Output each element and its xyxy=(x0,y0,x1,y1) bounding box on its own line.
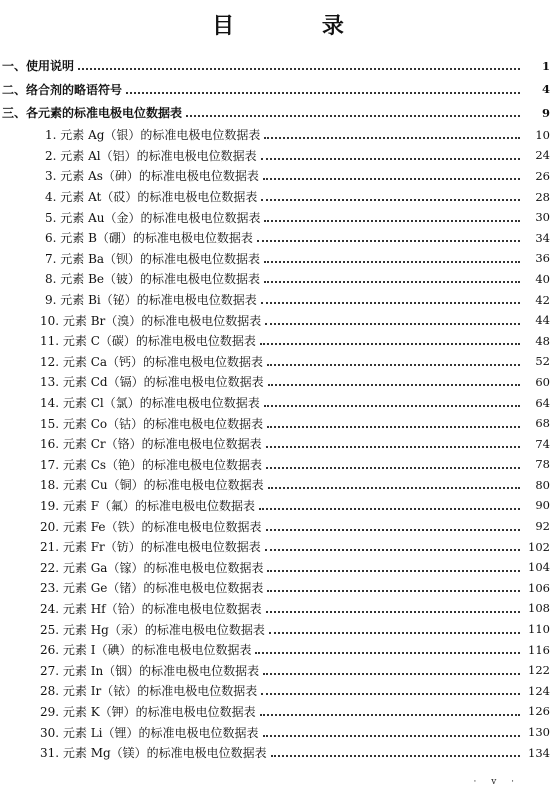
leader-dots xyxy=(263,672,520,675)
toc-entry[interactable] xyxy=(0,207,558,228)
leader-dots xyxy=(261,157,520,160)
toc-page-number: 40 xyxy=(535,271,550,286)
toc-page-number: 116 xyxy=(528,642,550,657)
toc-entry[interactable] xyxy=(0,433,558,454)
page-footer-mark: · v · xyxy=(473,777,520,787)
toc-section[interactable] xyxy=(0,78,558,102)
toc-page-number: 60 xyxy=(535,374,550,389)
toc-page-number: 9 xyxy=(541,105,550,120)
toc-entry[interactable] xyxy=(0,619,558,640)
toc-entry-label: 1. 元素 Ag（银）的标准电极电位数据表 xyxy=(45,128,261,143)
toc-entry[interactable] xyxy=(0,742,558,763)
toc-page-number: 74 xyxy=(535,436,550,451)
leader-dots xyxy=(267,425,520,428)
leader-dots xyxy=(260,713,520,716)
leader-dots xyxy=(261,301,520,304)
page-title: 目 录 xyxy=(212,13,384,39)
leader-dots xyxy=(266,445,520,448)
toc-entry-label: 30. 元素 Li（锂）的标准电极电位数据表 xyxy=(40,725,259,740)
leader-dots xyxy=(266,610,520,613)
toc-entry[interactable] xyxy=(0,125,558,146)
toc-page-number: 48 xyxy=(535,333,550,348)
toc-entry[interactable] xyxy=(0,166,558,187)
leader-dots xyxy=(266,528,521,531)
toc-page-number: 108 xyxy=(528,601,550,616)
toc-entry[interactable] xyxy=(0,660,558,681)
toc-entry[interactable] xyxy=(0,681,558,702)
toc-page-number: 92 xyxy=(535,519,550,534)
toc-entry-label: 9. 元素 Bi（铋）的标准电极电位数据表 xyxy=(45,293,257,308)
toc-entry-label: 28. 元素 Ir（铱）的标准电极电位数据表 xyxy=(40,684,258,699)
toc-entry-label: 7. 元素 Ba（钡）的标准电极电位数据表 xyxy=(45,251,261,266)
toc-page-number: 10 xyxy=(535,127,550,142)
toc-page-number: 52 xyxy=(535,354,550,369)
toc-page-number: 42 xyxy=(535,292,550,307)
toc-entry[interactable] xyxy=(0,330,558,351)
toc-entry-label: 14. 元素 Cl（氯）的标准电极电位数据表 xyxy=(40,396,260,411)
toc-entry-label: 13. 元素 Cd（镉）的标准电极电位数据表 xyxy=(40,375,264,390)
toc-entry[interactable] xyxy=(0,557,558,578)
leader-dots xyxy=(126,91,520,94)
toc-page-number: 44 xyxy=(535,313,550,328)
toc-page-number: 24 xyxy=(535,148,550,163)
toc-entry-label: 26. 元素 I（碘）的标准电极电位数据表 xyxy=(40,643,252,658)
leader-dots xyxy=(186,114,520,117)
toc-entry-label: 25. 元素 Hg（汞）的标准电极电位数据表 xyxy=(40,622,265,637)
toc-entry[interactable] xyxy=(0,722,558,743)
toc-page-number: 68 xyxy=(535,416,550,431)
leader-dots xyxy=(263,734,520,737)
leader-dots xyxy=(269,631,520,634)
toc-entry[interactable] xyxy=(0,598,558,619)
toc-page-number: 30 xyxy=(535,210,550,225)
toc-page-number: 4 xyxy=(541,82,550,97)
leader-dots xyxy=(267,363,520,366)
toc-entry-label: 20. 元素 Fe（铁）的标准电极电位数据表 xyxy=(40,519,262,534)
leader-dots xyxy=(78,67,520,70)
toc-page-number: 1 xyxy=(541,58,550,73)
toc-entry-label: 2. 元素 Al（铝）的标准电极电位数据表 xyxy=(45,148,257,163)
leader-dots xyxy=(266,466,520,469)
leader-dots xyxy=(263,177,520,180)
toc-entry-label: 8. 元素 Be（铍）的标准电极电位数据表 xyxy=(45,272,260,287)
toc-page-number: 28 xyxy=(535,189,550,204)
toc-entry[interactable] xyxy=(0,310,558,331)
toc-entry-label: 12. 元素 Ca（钙）的标准电极电位数据表 xyxy=(40,354,264,369)
toc-entry-label: 24. 元素 Hf（铪）的标准电极电位数据表 xyxy=(40,601,262,616)
toc-entry[interactable] xyxy=(0,475,558,496)
toc-page-number: 104 xyxy=(528,560,550,575)
toc-entry-label: 31. 元素 Mg（镁）的标准电极电位数据表 xyxy=(40,746,267,761)
toc-entry[interactable] xyxy=(0,248,558,269)
toc-entry[interactable] xyxy=(0,392,558,413)
leader-dots xyxy=(255,651,520,654)
toc-entry-label: 23. 元素 Ge（锗）的标准电极电位数据表 xyxy=(40,581,264,596)
toc-page-number: 80 xyxy=(535,477,550,492)
leader-dots xyxy=(257,239,520,242)
toc-entry-label: 4. 元素 At（砹）的标准电极电位数据表 xyxy=(45,190,258,205)
toc-entry[interactable] xyxy=(0,516,558,537)
leader-dots xyxy=(264,260,520,263)
toc-entry[interactable] xyxy=(0,413,558,434)
table-of-contents xyxy=(0,54,558,763)
toc-section-label: 三、各元素的标准电极电位数据表 xyxy=(2,106,183,121)
toc-entry-label: 22. 元素 Ga（镓）的标准电极电位数据表 xyxy=(40,560,264,575)
toc-entry-label: 21. 元素 Fr（钫）的标准电极电位数据表 xyxy=(40,540,261,555)
leader-dots xyxy=(265,548,520,551)
leader-dots xyxy=(261,198,520,201)
toc-entry[interactable] xyxy=(0,701,558,722)
toc-entry-label: 6. 元素 B（硼）的标准电极电位数据表 xyxy=(45,231,253,246)
toc-entry-label: 5. 元素 Au（金）的标准电极电位数据表 xyxy=(45,210,261,225)
leader-dots xyxy=(268,383,520,386)
toc-entry-label: 27. 元素 In（铟）的标准电极电位数据表 xyxy=(40,663,260,678)
toc-entry-label: 29. 元素 K（钾）的标准电极电位数据表 xyxy=(40,704,256,719)
toc-entry-label: 15. 元素 Co（钴）的标准电极电位数据表 xyxy=(40,416,264,431)
toc-entry[interactable] xyxy=(0,639,558,660)
toc-page-number: 64 xyxy=(535,395,550,410)
toc-section-label: 一、使用说明 xyxy=(2,59,75,74)
toc-page-number: 110 xyxy=(528,622,550,637)
leader-dots xyxy=(267,589,520,592)
toc-entry[interactable] xyxy=(0,372,558,393)
toc-page-number: 90 xyxy=(535,498,550,513)
toc-page-number: 134 xyxy=(528,745,550,760)
toc-entry[interactable] xyxy=(0,269,558,290)
toc-entry[interactable] xyxy=(0,351,558,372)
toc-entry[interactable] xyxy=(0,495,558,516)
toc-page-number: 126 xyxy=(528,704,550,719)
leader-dots xyxy=(264,280,520,283)
toc-section[interactable] xyxy=(0,101,558,125)
toc-entry[interactable] xyxy=(0,145,558,166)
leader-dots xyxy=(267,569,520,572)
toc-entry[interactable] xyxy=(0,186,558,207)
toc-entry-label: 3. 元素 As（砷）的标准电极电位数据表 xyxy=(45,169,259,184)
toc-entry[interactable] xyxy=(0,454,558,475)
toc-entry-label: 11. 元素 C（碳）的标准电极电位数据表 xyxy=(40,334,256,349)
toc-page-number: 130 xyxy=(528,725,550,740)
toc-entry-label: 10. 元素 Br（溴）的标准电极电位数据表 xyxy=(40,313,262,328)
leader-dots xyxy=(265,322,520,325)
toc-section-label: 二、络合剂的略语符号 xyxy=(2,82,123,97)
toc-entry-list xyxy=(0,125,558,763)
toc-entry[interactable] xyxy=(0,578,558,599)
toc-section[interactable] xyxy=(0,54,558,78)
toc-entry[interactable] xyxy=(0,536,558,557)
toc-entry-label: 17. 元素 Cs（铯）的标准电极电位数据表 xyxy=(40,457,263,472)
toc-page-number: 78 xyxy=(535,457,550,472)
toc-page-number: 102 xyxy=(528,539,550,554)
toc-page-number: 122 xyxy=(528,663,550,678)
toc-page-number: 34 xyxy=(535,230,550,245)
toc-entry[interactable] xyxy=(0,289,558,310)
leader-dots xyxy=(264,136,520,139)
toc-page-number: 124 xyxy=(528,683,550,698)
toc-entry[interactable] xyxy=(0,227,558,248)
leader-dots xyxy=(264,219,520,222)
toc-entry-label: 16. 元素 Cr（铬）的标准电极电位数据表 xyxy=(40,437,262,452)
toc-page-number: 36 xyxy=(535,251,550,266)
toc-entry-label: 18. 元素 Cu（铜）的标准电极电位数据表 xyxy=(40,478,264,493)
leader-dots xyxy=(261,692,520,695)
leader-dots xyxy=(271,754,520,757)
leader-dots xyxy=(259,507,520,510)
leader-dots xyxy=(268,486,520,489)
leader-dots xyxy=(260,342,520,345)
toc-page-number: 26 xyxy=(535,168,550,183)
toc-page-number: 106 xyxy=(528,580,550,595)
toc-entry-label: 19. 元素 F（氟）的标准电极电位数据表 xyxy=(40,498,256,513)
leader-dots xyxy=(264,404,520,407)
